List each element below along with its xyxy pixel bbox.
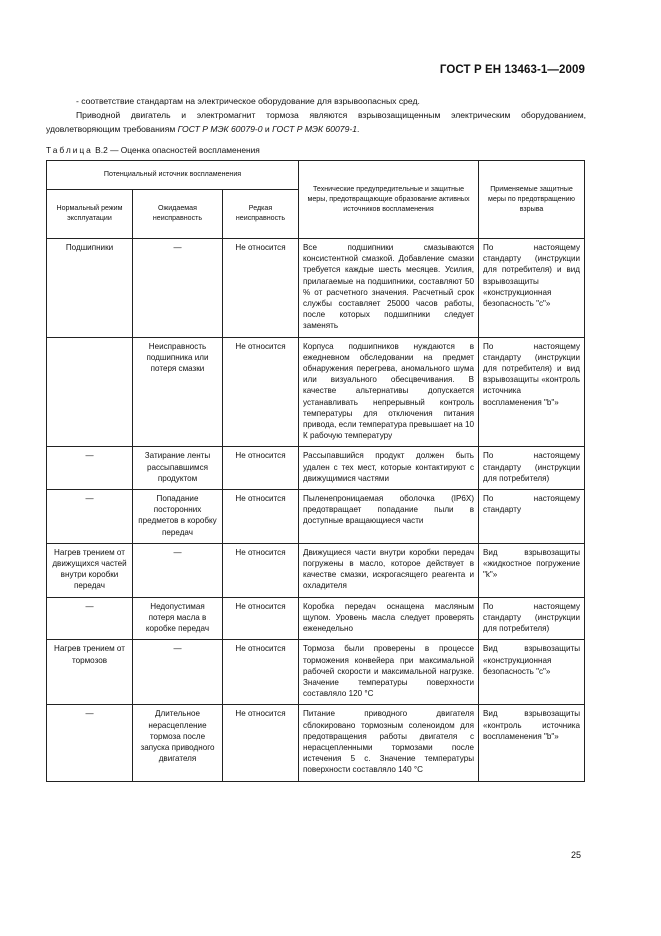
table-row (47, 543, 585, 597)
header-ignition-source: Потенциальный источник воспламенения (47, 161, 299, 190)
cell-measures: Корпуса подшипников нуждаются в ежедневном обследовании на предмет обнаружения перегрева, аномального шума или визуального обесцвечивания. В качестве альтернативы допускается устанавливать непрерывный контроль температуры для отключения питания привода, если температура превышает на 10 К рабочую температуру (299, 337, 479, 447)
cell-measures: Все подшипники смазываются консистентной смазкой. Добавление смазки требуется каждые шесть месяцев. Усилия, прилагаемые на подшипники, составляют 50 % от расчетного значения. Расчетный срок службы составляет 25000 часов работы, после которых подшипники следует заменять (299, 239, 479, 338)
table-row (47, 640, 585, 705)
cell-measures: Тормоза были проверены в процессе торможения конвейера при максимальной рабочей скорости и максимальной нагрузке. Значение температуры поверхности составляло 120 °C (299, 640, 479, 705)
cell-measures: Пыленепроницаемая оболочка (IP6X) предотвращает попадание пыли в доступные вращающиеся части (299, 490, 479, 544)
cell-measures: Коробка передач оснащена масляным щупом. Уровень масла следует проверять еженедельно (299, 597, 479, 640)
table-row (47, 705, 585, 781)
cell-normal: Подшипники (47, 239, 133, 338)
cell-expected: — (133, 239, 223, 338)
document-id: ГОСТ Р ЕН 13463-1—2009 (439, 64, 585, 76)
table-body (47, 239, 585, 782)
cell-applied: Вид взрывозащиты «конструкционная безопасность "c"» (479, 640, 585, 705)
cell-applied: Вид взрывозащиты «контроль источника воспламенения "b"» (479, 705, 585, 781)
cell-applied: По настоящему стандарту (инструкции для потребителя) и вид взрывозащиты «контроль источника воспламенения "b"» (479, 337, 585, 447)
cell-applied: По настоящему стандарту (инструкции для потребителя) (479, 447, 585, 490)
cell-expected: Недопустимая потеря масла в коробке передач (133, 597, 223, 640)
header-expected-fault: Ожидаемая неисправность (133, 190, 223, 239)
cell-rare: Не относится (223, 597, 299, 640)
page-number: 25 (570, 850, 581, 860)
header-normal-operation: Нормальный режим эксплуатации (47, 190, 133, 239)
cell-normal (47, 337, 133, 447)
cell-measures: Движущиеся части внутри коробки передач погружены в масло, которое действует в качестве смазки, искрогасящего реагента и охладителя (299, 543, 479, 597)
cell-expected: Затирание ленты рассыпавшимся продуктом (133, 447, 223, 490)
cell-normal: — (47, 597, 133, 640)
cell-expected: Неисправность подшипника или потеря смазки (133, 337, 223, 447)
table-row (47, 337, 585, 447)
intro-line-1: - соответствие стандартам на электрическое оборудование для взрывоопасных сред. (76, 96, 420, 106)
cell-expected: — (133, 543, 223, 597)
table-caption-title: В.2 — Оценка опасностей воспламенения (92, 145, 260, 155)
cell-rare: Не относится (223, 705, 299, 781)
cell-expected: — (133, 640, 223, 705)
table-caption (46, 145, 260, 155)
cell-rare: Не относится (223, 337, 299, 447)
cell-applied: По настоящему стандарту (инструкции для потребителя) и вид взрывозащиты «конструкционная безопасность "c"» (479, 239, 585, 338)
cell-normal: — (47, 490, 133, 544)
cell-normal: Нагрев трением от тормозов (47, 640, 133, 705)
cell-rare: Не относится (223, 239, 299, 338)
cell-normal: — (47, 705, 133, 781)
standard-ref-1: ГОСТ Р МЭК 60079-0 (177, 124, 263, 134)
intro-text (46, 94, 586, 136)
header-rare-fault: Редкая неисправность (223, 190, 299, 239)
intro-line-2: Приводной двигатель и электромагнит тормоза являются взрывозащищенным электрическим оборудованием, удовлетворяющим требованиям ГОСТ Р МЭК 60079-0 и ГОСТ Р МЭК 60079-1. (46, 110, 586, 134)
cell-rare: Не относится (223, 490, 299, 544)
cell-applied: По настоящему стандарту (479, 490, 585, 544)
cell-rare: Не относится (223, 640, 299, 705)
header-measures: Технические предупредительные и защитные меры, предотвращающие образование активных источников воспламенения (299, 161, 479, 239)
cell-expected: Попадание посторонних предметов в коробку передач (133, 490, 223, 544)
cell-rare: Не относится (223, 447, 299, 490)
cell-applied: Вид взрывозащиты «жидкостное погружение "k"» (479, 543, 585, 597)
cell-expected: Длительное нерасцепление тормоза после запуска приводного двигателя (133, 705, 223, 781)
table-row (47, 490, 585, 544)
cell-applied: По настоящему стандарту (инструкции для потребителя) (479, 597, 585, 640)
cell-measures: Питание приводного двигателя сблокировано тормозным соленоидом для предотвращения работы двигателя с нерасцепленными тормозами после истечения 5 с. Значение температуры поверхности составляло 140 °C (299, 705, 479, 781)
table-row (47, 597, 585, 640)
standard-ref-2: ГОСТ Р МЭК 60079-1 (272, 124, 357, 134)
table-row (47, 447, 585, 490)
cell-rare: Не относится (223, 543, 299, 597)
cell-normal: Нагрев трением от движущихся частей внутри коробки передач (47, 543, 133, 597)
header-applied-measures: Применяемые защитные меры по предотвращению взрыва (479, 161, 585, 239)
ignition-hazard-table (46, 160, 585, 782)
table-row (47, 239, 585, 338)
cell-normal: — (47, 447, 133, 490)
table-caption-label: Таблица (46, 145, 93, 155)
cell-measures: Рассыпавшийся продукт должен быть удален с тех мест, которые контактируют с движущимися частями (299, 447, 479, 490)
